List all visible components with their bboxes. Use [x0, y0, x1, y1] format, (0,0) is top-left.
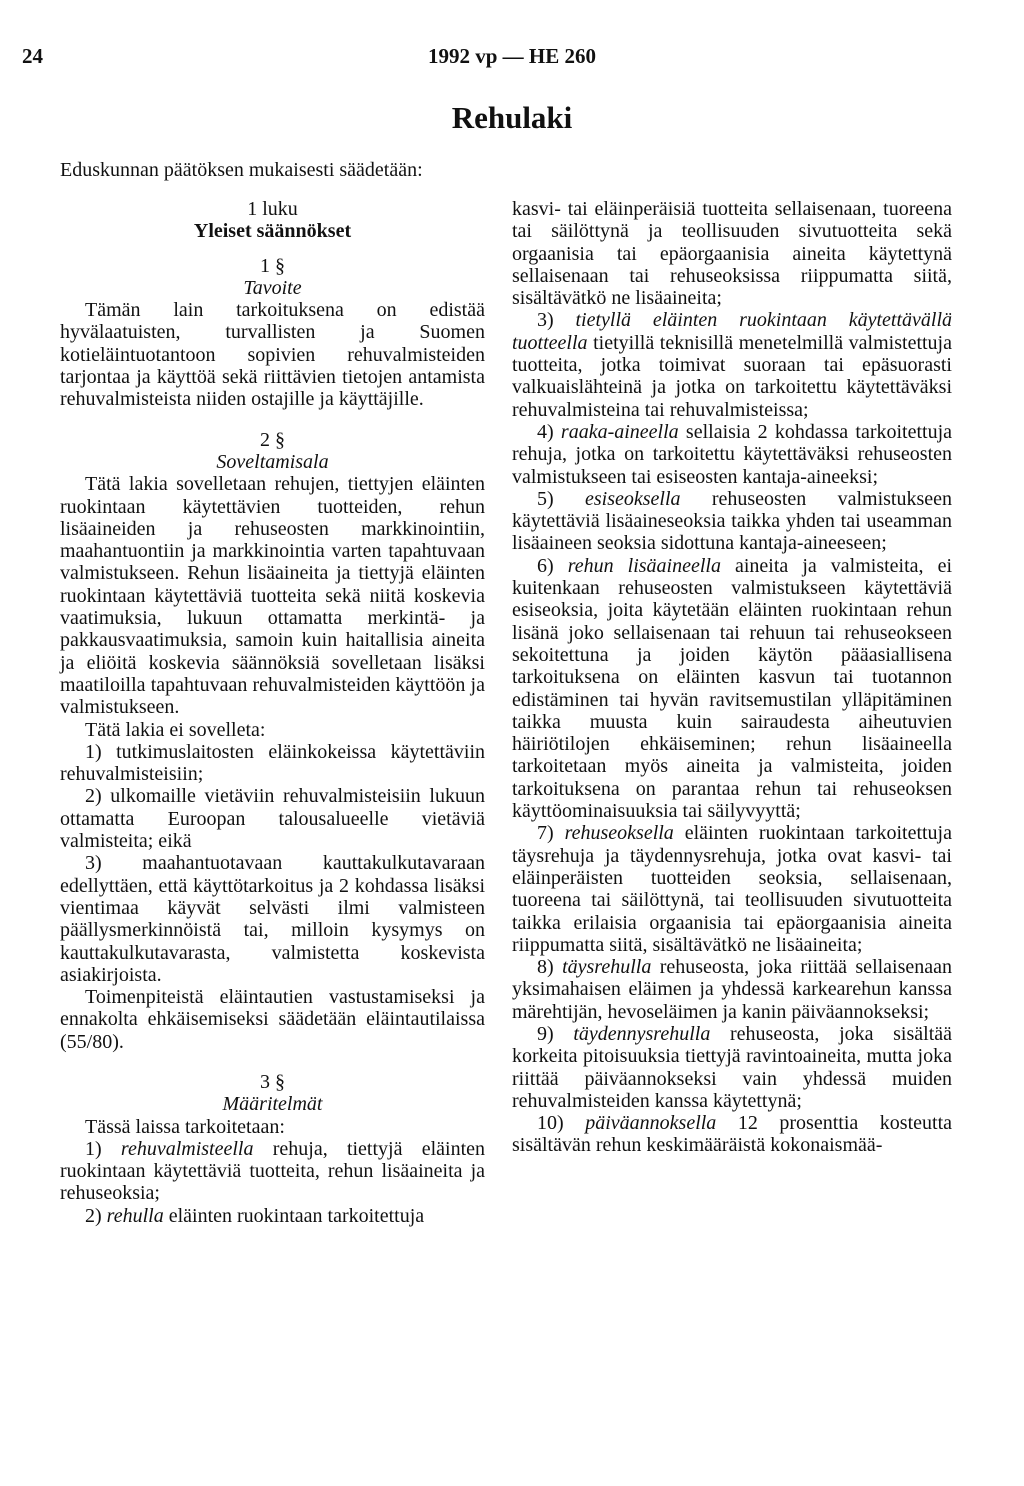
page-number: 24 — [22, 44, 43, 68]
section-2-title: Soveltamisala — [216, 450, 329, 473]
definition-text: 12 prosenttia kosteutta sisältävän rehun keskimääräistä kokonaismää- — [512, 1112, 953, 1157]
definition-term: rehuseoksella — [564, 822, 674, 845]
section-3-number: 3 § — [260, 1070, 285, 1093]
definition-10 — [512, 1112, 952, 1157]
definition-4 — [512, 421, 952, 488]
definition-number: 7) — [537, 822, 554, 845]
right-column — [512, 198, 952, 1157]
definition-number: 5) — [537, 487, 554, 510]
running-header: 1992 vp — HE 260 — [427, 44, 597, 68]
definition-text: eläinten ruokintaan tarkoitettuja täysrehuja ja täydennysrehuja, jotka ovat kasvi- tai eläinperäisten tuotteiden seoksia, sellaisenaan, tuoreena tai säilöttynä, tai teollisuuden sivutuotteita taikka erilaisia orgaanisia tai epäorgaanisia aineita riippumatta siitä, sisältävätkö ne lisäaineita; — [512, 822, 952, 956]
definition-2 — [60, 1205, 485, 1227]
section-2-paragraph-1: Tätä lakia sovelletaan rehujen, tiettyjen eläinten ruokintaan käytettävien tuotteiden, rehun lisäaineiden ja rehuseosten markkinointiin, maahantuontiin ja markkinointia varten tapahtuvaan valmistukseen. Rehun lisäaineita ja tiettyjä eläinten ruokintaan käytettäviä tuotteita sekä niitä koskevia vaatimuksia, lukuun ottamatta merkintä- ja pakkausvaatimuksia, samoin kuin haitallisia aineita ja eliöitä koskevia säännöksiä sovelletaan lisäksi maatiloilla tapahtuvaan rehuvalmisteiden käyttöön ja valmistukseen. — [60, 473, 485, 719]
definition-text: rehuja, tiettyjä eläinten ruokintaan käytettäviä tuotteita, rehun lisäaineita ja rehuseoksia; — [60, 1137, 486, 1205]
definition-9 — [512, 1023, 952, 1112]
definition-term: rehun lisäaineella — [567, 554, 721, 577]
definition-7 — [512, 822, 952, 956]
definition-text: aineita ja valmisteita, ei kuitenkaan rehuseosten valmistukseen käytettäviä esiseoksia, joita käytetään eläinten ruokintaan rehun lisänä joko sellaisenaan tai rehuun tai rehuseokseen sekoitettuna ja joiden käytön pääasiallisena tarkoituksena on eläinten kasvun tai tuotannon edistäminen tai hyvän ravitsemustilan ylläpitäminen taikka muusta kuin sairaudesta aiheutuvien häiriötilojen ehkäiseminen; rehun lisäaineella tarkoitetaan myös aineita ja valmisteita, joiden tarkoituksena on parantaa rehun tai rehuseoksen käyttöominaisuuksia tai säilyvyyttä; — [512, 554, 953, 823]
definition-text: sellaisia 2 kohdassa tarkoitettuja rehuja, jotka on tarkoitettu käytettäväksi rehuseosten valmistukseen tai esiseosten kantaja-aineeksi; — [512, 420, 953, 488]
section-2-paragraph-3: Toimenpiteistä eläintautien vastustamiseksi ja ennakolta ehkäisemiseksi säädetään eläintautilaissa (55/80). — [60, 986, 485, 1053]
chapter-title: Yleiset säännökset — [193, 220, 352, 243]
definition-term: tietyllä eläinten ruokintaan käytettävällä tuotteella — [512, 309, 952, 354]
left-column — [60, 198, 485, 1227]
law-title: Rehulaki — [451, 100, 573, 135]
section-1-number: 1 § — [260, 254, 285, 277]
section-3-title: Määritelmät — [222, 1093, 323, 1116]
definition-6 — [512, 555, 952, 823]
definition-2-continued: kasvi- tai eläinperäisiä tuotteita sellaisenaan, tuoreena tai säilöttynä ja teollisuuden sivutuotteita sekä orgaanisia tai epäorgaanisia aineita käytettynä sellaisenaan tai rehuseoksissa riippumatta siitä, sisältävätkö ne lisäaineita; — [512, 198, 952, 310]
definition-number: 8) — [537, 956, 554, 979]
section-2-item-2: 2) ulkomaille vietäviin rehuvalmisteisiin lukuun ottamatta Euroopan talousalueelle vietäviä valmisteita; eikä — [60, 785, 485, 853]
chapter-number: 1 luku — [247, 198, 298, 220]
definition-number: 4) — [537, 420, 554, 443]
definition-text: rehuseosten valmistukseen käytettäviä lisäaineseoksia taikka yhden tai useamman lisäaineen seoksia sidottuna kantaja-aineeseen; — [512, 487, 953, 555]
definition-number: 1) — [85, 1137, 102, 1160]
definition-number: 9) — [537, 1022, 554, 1045]
definition-term: päiväannoksella — [585, 1112, 717, 1135]
section-1-text: Tämän lain tarkoituksena on edistää hyvälaatuisten, turvallisten ja Suomen kotieläintuotantoon sopivien rehuvalmisteiden tarjontaa ja käyttöä sekä riittävien tietojen antamista rehuvalmisteista niiden ostajille ja käyttäjille. — [60, 299, 485, 411]
section-3-intro: Tässä laissa tarkoitetaan: — [85, 1115, 285, 1138]
definition-number: 3) — [537, 309, 554, 332]
section-2-number: 2 § — [260, 428, 285, 451]
definition-text: rehuseosta, joka riittää sellaisenaan yksimahaisen eläimen ja yhdessä karkearehun kanssa märehtijän, hevoseläimen ja kanin päiväannokseksi; — [512, 956, 953, 1023]
section-1-title: Tavoite — [243, 276, 302, 299]
definition-term: rehuvalmisteella — [120, 1137, 254, 1160]
section-2-paragraph-2: Tätä lakia ei sovelleta: — [85, 718, 266, 741]
definition-8 — [512, 956, 952, 1023]
definition-term: raaka-aineella — [560, 420, 679, 443]
definition-term: täydennysrehulla — [573, 1022, 711, 1045]
definition-3 — [512, 309, 952, 420]
definition-text: tietyillä teknisillä menetelmillä valmistettuja tuotteita, jotka toimivat suoraan tai epäsuorasti valkuaislähteinä ja jotka on tarkoitettu käytettäväksi rehuvalmisteina tai rehuvalmisteissa; — [512, 331, 952, 421]
definition-number: 10) — [537, 1112, 564, 1135]
enactment-clause: Eduskunnan päätöksen mukaisesti säädetään: — [60, 159, 423, 181]
definition-term: esiseoksella — [585, 487, 681, 510]
section-2-item-1: 1) tutkimuslaitosten eläinkokeissa käytettäviin rehuvalmisteisiin; — [60, 740, 485, 786]
definition-term: rehulla — [106, 1204, 164, 1227]
definition-number: 6) — [537, 554, 554, 577]
definition-1 — [60, 1138, 485, 1205]
definition-number: 2) — [85, 1204, 102, 1227]
section-2-item-3: 3) maahantuotavaan kauttakulkutavaraan edellyttäen, että käyttötarkoitus ja 2 kohdassa lisäksi vientimaa käyvät selvästi ilmi valmisteen päällysmerkinnöistä tai, milloin kysymys on kauttakulkutavarasta, valmistetta koskevista asiakirjoista. — [60, 852, 485, 986]
definition-text: eläinten ruokintaan tarkoitettuja — [168, 1204, 425, 1227]
definition-term: täysrehulla — [562, 956, 652, 979]
definition-text: rehuseosta, joka sisältää korkeita pitoisuuksia tiettyjä ravintoaineita, mutta joka riittää päiväannokseksi vain yhdessä muiden rehuvalmisteiden kanssa käytettynä; — [512, 1022, 953, 1112]
definition-5 — [512, 488, 952, 555]
